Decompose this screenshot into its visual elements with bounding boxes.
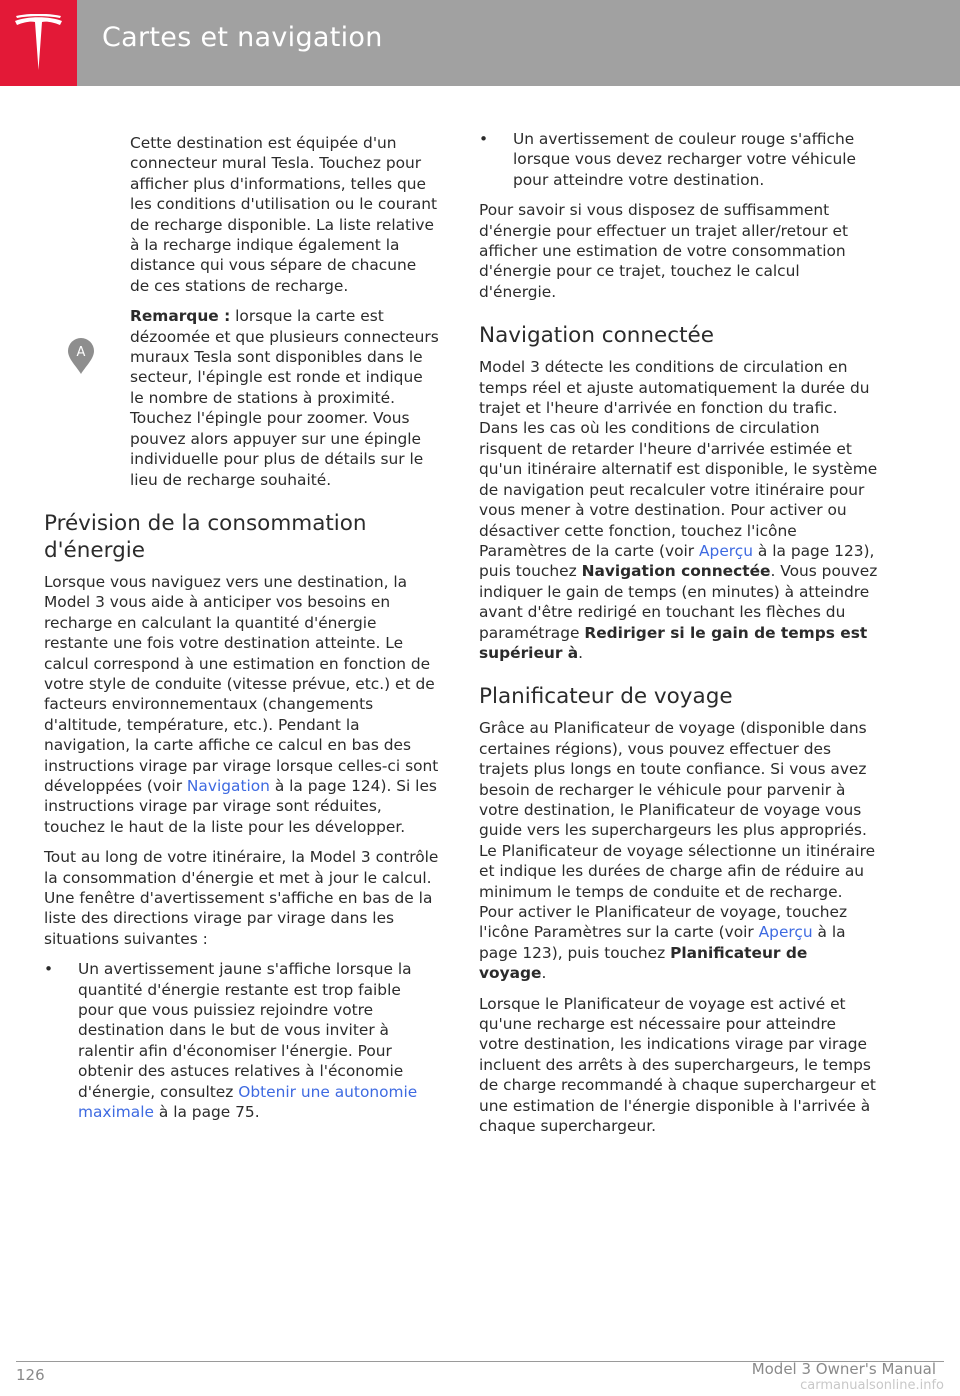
page-title: Cartes et navigation xyxy=(102,22,383,53)
pin-label: A xyxy=(76,345,86,360)
note-label: Remarque : xyxy=(130,307,231,326)
manual-name: Model 3 Owner's Manual xyxy=(751,1360,936,1378)
list-item: • Un avertissement jaune s'affiche lorsque la quantité d'énergie restante est trop faible pour que vous puissiez rejoindre votre destination dans le but de vous inviter à ralentir afin d'économiser l'énergie. Pour obtenir des astuces relatives à l'économie d'énergie, consultez Obtenir une autonomie maximale à la page 75. xyxy=(44,960,418,1122)
list-item: • Un avertissement de couleur rouge s'affiche lorsque vous devez recharger votre véhicule pour atteindre votre destination. xyxy=(479,130,856,189)
roundtrip-paragraph: Pour savoir si vous disposez de suffisamment d'énergie pour effectuer un trajet aller/retour et afficher une estimation de votre consommation d'énergie pour ce trajet, touchez le calcul d'énergie. xyxy=(479,201,849,301)
link-navigation[interactable]: Navigation xyxy=(186,776,270,795)
energy-paragraph-1: Lorsque vous naviguez vers une destination, la Model 3 vous aide à anticiper vos besoins en recharge en calculant la quantité d'énergie restante une fois votre destination atteinte. Le calcul correspond à une estimation en fonction de votre style de conduite (vitesse prévue, etc.) et de facteurs environnementaux (changements d'altitude, température, etc.). Pendant la navigation, la carte affiche ce calcul en bas des instructions virage par virage lorsque celles-ci sont développées (voir Navigation à la page 124). Si les instructions virage par virage sont réduites, touchez le haut de la liste pour les développer. xyxy=(44,572,439,836)
link-autonomie[interactable]: Obtenir une autonomie maximale xyxy=(78,1082,418,1122)
watermark: carmanualsonline.info xyxy=(800,1378,944,1393)
connected-paragraph: Model 3 détecte les conditions de circulation en temps réel et ajuste automatiquement la durée du trajet et l'heure d'arrivée en fonction du trafic. Dans les cas où les conditions de circulation risquent de retarder l'heure d'arrivée estimée et qu'un itinéraire alternatif est disponible, le système de navigation peut recalculer votre itinéraire pour vous mener à votre destination. Pour activer ou désactiver cette fonction, touchez l'icône Paramètres de la carte (voir Aperçu à la page 123), puis touchez Navigation connectée. Vous pouvez indiquer le gain de temps (en minutes) à atteindre avant d'être redirigé en touchant les flèches du paramétrage Rediriger si le gain de temps est supérieur à. xyxy=(479,358,878,662)
intro-paragraph: Cette destination est équipée d'un connecteur mural Tesla. Touchez pour afficher plus d'informations, telles que les conditions d'utilisation ou le courant de recharge disponible. La liste relative à la recharge indique également la distance qui vous sépare de chacune de ces stations de recharge. xyxy=(130,134,438,295)
left-column xyxy=(44,133,440,1132)
link-apercu-2[interactable]: Aperçu xyxy=(758,923,813,942)
destination-charging-block xyxy=(44,133,440,490)
bullet: • xyxy=(44,960,54,979)
page-number: 126 xyxy=(16,1366,45,1384)
warning-list xyxy=(44,959,440,1122)
tesla-logo xyxy=(0,0,77,86)
section-heading-planner: Planificateur de voyage xyxy=(479,684,733,710)
note-paragraph: Remarque : lorsque la carte est dézoomée et que plusieurs connecteurs muraux Tesla sont disponibles dans le secteur, l'épingle est ronde et indique le nombre de stations à proximité. Touchez l'épingle pour zoomer. Vous pouvez alors appuyer sur une épingle individuelle pour plus de détails sur le lieu de recharge souhaité. xyxy=(130,307,439,489)
planner-paragraph-1: Grâce au Planificateur de voyage (disponible dans certaines régions), vous pouvez effectuer des trajets plus longs en toute confiance. Si vous avez besoin de recharger le véhicule pour parvenir à votre destination, le Planificateur de voyage vous guide vers les superchargeurs les plus appropriés. Le Planificateur de voyage sélectionne un itinéraire et indique les durées de charge afin de réduire au minimum le temps de conduite et de recharge. Pour activer le Planificateur de voyage, touchez l'icône Paramètres sur la carte (voir Aperçu à la page 123), puis touchez Planificateur de voyage. xyxy=(479,719,876,983)
tesla-t-icon xyxy=(13,14,64,72)
warning-list-continued xyxy=(479,129,879,190)
map-pin-icon xyxy=(67,337,95,375)
section-heading-energy: Prévision de la consommation d'énergie xyxy=(44,510,367,563)
page-header xyxy=(0,0,960,86)
bullet: • xyxy=(479,130,489,148)
right-column xyxy=(479,129,879,1146)
planner-paragraph-2: Lorsque le Planificateur de voyage est activé et qu'une recharge est nécessaire pour atteindre votre destination, les indications virage par virage incluent des arrêts à des superchargeurs, le temps de charge recommandé à chaque superchargeur et une estimation de l'énergie disponible à l'arrivée à chaque superchargeur. xyxy=(479,994,876,1136)
link-apercu[interactable]: Aperçu xyxy=(699,541,753,560)
section-heading-connected: Navigation connectée xyxy=(479,323,714,349)
energy-paragraph-2: Tout au long de votre itinéraire, la Model 3 contrôle la consommation d'énergie et met à jour le calcul. Une fenêtre d'avertissement s'affiche en bas de la liste des directions virage par virage dans les situations suivantes : xyxy=(44,848,439,948)
